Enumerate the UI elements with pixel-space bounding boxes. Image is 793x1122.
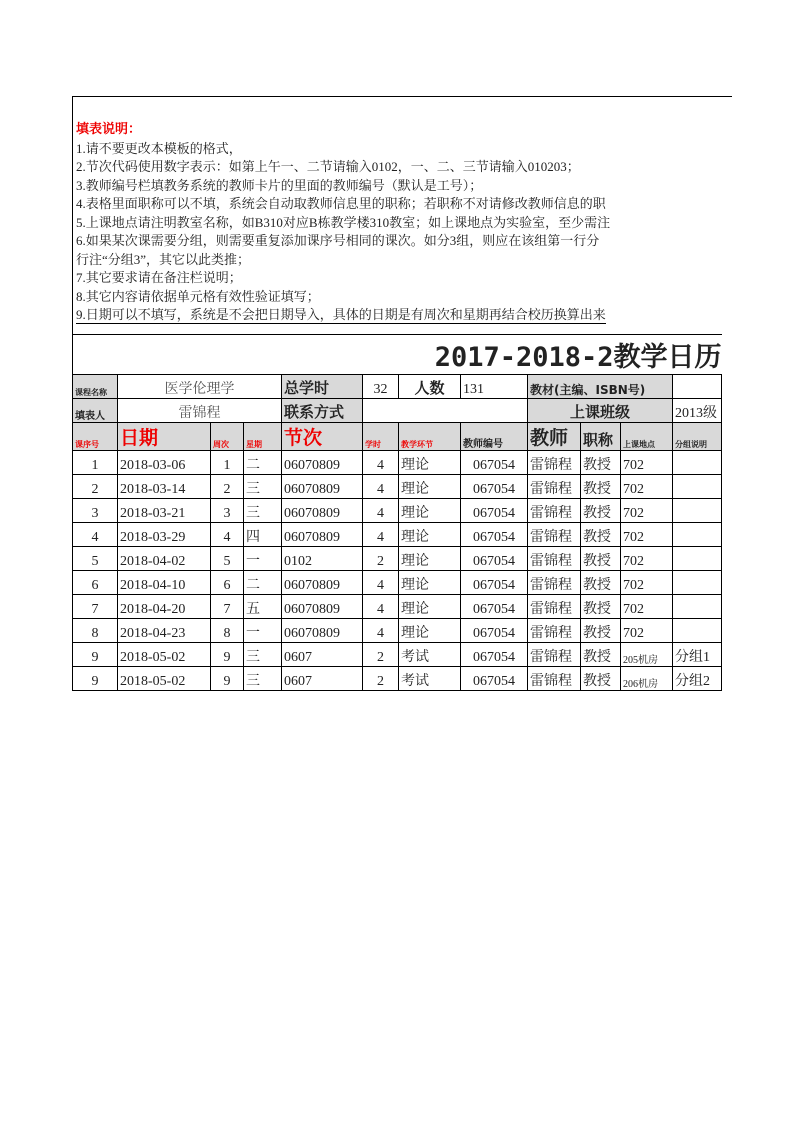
table-cell[interactable]: 06070809 <box>282 595 363 619</box>
course-name-cell[interactable]: 医学伦理学 <box>118 375 282 399</box>
table-row <box>73 643 722 667</box>
table-cell[interactable]: 2018-04-20 <box>118 595 211 619</box>
table-cell[interactable]: 理论 <box>399 475 461 499</box>
table-cell[interactable]: 考试 <box>399 667 461 691</box>
column-header: 职称 <box>581 423 621 451</box>
instructions-title: 填表说明： <box>76 122 142 137</box>
table-cell[interactable]: 067054 <box>461 595 528 619</box>
filler-cell[interactable]: 雷锦程 <box>118 399 282 423</box>
table-cell[interactable]: 067054 <box>461 571 528 595</box>
table-cell[interactable]: 雷锦程 <box>528 547 581 571</box>
course-label: 课程名称 <box>73 375 118 399</box>
table-cell[interactable]: 理论 <box>399 595 461 619</box>
table-cell[interactable]: 702 <box>621 523 673 547</box>
table-cell[interactable]: 2018-03-29 <box>118 523 211 547</box>
table-cell[interactable]: 0607 <box>282 643 363 667</box>
instruction-line: 9.日期可以不填写，系统是不会把日期导入，具体的日期是有周次和星期再结合校历换算出来 <box>76 307 606 322</box>
table-cell[interactable] <box>673 523 722 547</box>
table-cell[interactable]: 4 <box>363 619 399 643</box>
table-row <box>73 547 722 571</box>
table-cell[interactable]: 067054 <box>461 451 528 475</box>
table-row <box>73 619 722 643</box>
table-cell[interactable]: 067054 <box>461 619 528 643</box>
table-row <box>73 523 722 547</box>
table-cell[interactable]: 理论 <box>399 499 461 523</box>
table-cell[interactable]: 教授 <box>581 547 621 571</box>
table-cell[interactable]: 雷锦程 <box>528 619 581 643</box>
column-header: 周次 <box>211 423 244 451</box>
table-cell[interactable]: 2 <box>363 667 399 691</box>
table-cell[interactable]: 教授 <box>581 523 621 547</box>
table-cell[interactable]: 067054 <box>461 667 528 691</box>
table-cell[interactable]: 06070809 <box>282 523 363 547</box>
table-cell[interactable]: 06070809 <box>282 499 363 523</box>
table-cell[interactable]: 二 <box>244 451 282 475</box>
table-cell[interactable]: 702 <box>621 451 673 475</box>
column-header: 教师 <box>528 423 581 451</box>
table-cell[interactable]: 067054 <box>461 523 528 547</box>
table-cell[interactable]: 06070809 <box>282 451 363 475</box>
table-row <box>73 475 722 499</box>
table-cell[interactable]: 理论 <box>399 523 461 547</box>
column-header: 分组说明 <box>673 423 722 451</box>
table-cell[interactable]: 9 <box>73 643 118 667</box>
column-header: 节次 <box>282 423 363 451</box>
table-cell[interactable]: 702 <box>621 571 673 595</box>
table-cell[interactable]: 4 <box>73 523 118 547</box>
table-cell[interactable]: 雷锦程 <box>528 595 581 619</box>
table-cell[interactable]: 4 <box>363 499 399 523</box>
instruction-line: 7.其它要求请在备注栏说明； <box>76 270 242 285</box>
table-cell[interactable]: 5 <box>73 547 118 571</box>
class-label: 上课班级 <box>528 399 673 423</box>
table-row <box>73 499 722 523</box>
table-cell[interactable]: 教授 <box>581 619 621 643</box>
table-cell[interactable]: 二 <box>244 571 282 595</box>
instruction-line: 1.请不要更改本模板的格式， <box>76 140 242 156</box>
instruction-line: 6.如果某次课需要分组，则需要重复添加课序号相同的课次。如分3组，则应在该组第一行分 <box>76 233 600 248</box>
table-cell[interactable]: 2018-05-02 <box>118 643 211 667</box>
table-cell[interactable]: 教授 <box>581 475 621 499</box>
count-cell[interactable]: 131 <box>461 375 528 399</box>
table-cell[interactable]: 206机房 <box>621 667 673 691</box>
contact-cell[interactable] <box>363 399 528 423</box>
table-cell[interactable] <box>673 451 722 475</box>
table-cell[interactable]: 702 <box>621 595 673 619</box>
column-header: 教师编号 <box>461 423 528 451</box>
table-cell[interactable]: 雷锦程 <box>528 667 581 691</box>
table-cell[interactable]: 3 <box>211 499 244 523</box>
instruction-line: 8.其它内容请依据单元格有效性验证填写； <box>76 288 320 304</box>
table-cell[interactable]: 四 <box>244 523 282 547</box>
table-cell[interactable] <box>673 499 722 523</box>
table-cell[interactable]: 五 <box>244 595 282 619</box>
table-cell[interactable]: 2 <box>363 547 399 571</box>
table-cell[interactable]: 2 <box>73 475 118 499</box>
table-cell[interactable]: 理论 <box>399 619 461 643</box>
table-cell[interactable]: 分组2 <box>673 667 722 691</box>
table-cell[interactable]: 2018-03-14 <box>118 475 211 499</box>
table-cell[interactable]: 教授 <box>581 571 621 595</box>
table-cell[interactable]: 三 <box>244 667 282 691</box>
instruction-line: 2.节次代码使用数字表示：如第上午一、二节请输入0102，一、二、三节请输入010203； <box>76 159 580 174</box>
table-row <box>73 451 722 475</box>
table-cell[interactable]: 2018-04-02 <box>118 547 211 571</box>
table-cell[interactable]: 4 <box>363 451 399 475</box>
table-cell[interactable]: 三 <box>244 643 282 667</box>
filler-label: 填表人 <box>73 399 118 423</box>
column-header: 上课地点 <box>621 423 673 451</box>
table-cell[interactable]: 067054 <box>461 643 528 667</box>
column-header: 学时 <box>363 423 399 451</box>
column-header: 课序号 <box>73 423 118 451</box>
table-cell[interactable]: 2 <box>211 475 244 499</box>
table-cell[interactable]: 5 <box>211 547 244 571</box>
table-cell[interactable]: 4 <box>363 571 399 595</box>
instructions-box <box>72 96 732 334</box>
table-cell[interactable]: 理论 <box>399 451 461 475</box>
table-cell[interactable]: 067054 <box>461 499 528 523</box>
table-cell[interactable]: 理论 <box>399 547 461 571</box>
table-cell[interactable]: 教授 <box>581 643 621 667</box>
table-cell[interactable]: 0607 <box>282 667 363 691</box>
column-header: 教学环节 <box>399 423 461 451</box>
table-cell[interactable]: 2018-05-02 <box>118 667 211 691</box>
table-cell[interactable]: 一 <box>244 619 282 643</box>
hours-cell[interactable]: 32 <box>363 375 399 399</box>
column-header: 星期 <box>244 423 282 451</box>
table-cell[interactable]: 三 <box>244 499 282 523</box>
table-row <box>73 595 722 619</box>
table-cell[interactable]: 1 <box>211 451 244 475</box>
table-cell[interactable]: 067054 <box>461 475 528 499</box>
table-cell[interactable]: 6 <box>73 571 118 595</box>
table-cell[interactable]: 7 <box>211 595 244 619</box>
table-cell[interactable]: 雷锦程 <box>528 643 581 667</box>
table-cell[interactable]: 1 <box>73 451 118 475</box>
table-cell[interactable]: 6 <box>211 571 244 595</box>
table-cell[interactable]: 雷锦程 <box>528 523 581 547</box>
table-cell[interactable]: 9 <box>211 667 244 691</box>
table-cell[interactable] <box>673 547 722 571</box>
table-cell[interactable]: 702 <box>621 499 673 523</box>
table-cell[interactable]: 702 <box>621 475 673 499</box>
table-row <box>73 667 722 691</box>
table-cell[interactable]: 8 <box>73 619 118 643</box>
textbook-cell[interactable] <box>673 375 722 399</box>
spreadsheet <box>72 96 732 691</box>
table-cell[interactable]: 雷锦程 <box>528 571 581 595</box>
table-cell[interactable] <box>673 619 722 643</box>
table-cell[interactable]: 4 <box>211 523 244 547</box>
instruction-line: 3.教师编号栏填教务系统的教师卡片的里面的教师编号（默认是工号）； <box>76 177 483 193</box>
table-row <box>73 571 722 595</box>
table-cell[interactable]: 9 <box>73 667 118 691</box>
table-cell[interactable]: 702 <box>621 619 673 643</box>
hours-label: 总学时 <box>282 375 363 399</box>
table-cell[interactable]: 考试 <box>399 643 461 667</box>
table-cell[interactable]: 2018-04-23 <box>118 619 211 643</box>
table-cell[interactable] <box>673 571 722 595</box>
table-cell[interactable]: 2018-04-10 <box>118 571 211 595</box>
table-cell[interactable]: 雷锦程 <box>528 499 581 523</box>
table-cell[interactable]: 702 <box>621 547 673 571</box>
table-cell[interactable]: 9 <box>211 643 244 667</box>
table-cell[interactable]: 7 <box>73 595 118 619</box>
table-cell[interactable]: 2018-03-21 <box>118 499 211 523</box>
table-cell[interactable]: 205机房 <box>621 643 673 667</box>
table-cell[interactable]: 0102 <box>282 547 363 571</box>
table-cell[interactable] <box>673 475 722 499</box>
textbook-label: 教材(主编、ISBN号) <box>528 375 673 399</box>
table-cell[interactable]: 06070809 <box>282 619 363 643</box>
table-cell[interactable]: 教授 <box>581 451 621 475</box>
class-cell[interactable]: 2013级 <box>673 399 722 423</box>
table-cell[interactable]: 分组1 <box>673 643 722 667</box>
table-cell[interactable]: 三 <box>244 475 282 499</box>
table-cell[interactable]: 2 <box>363 643 399 667</box>
table-cell[interactable]: 4 <box>363 475 399 499</box>
table-cell[interactable]: 教授 <box>581 595 621 619</box>
table-cell[interactable]: 一 <box>244 547 282 571</box>
table-cell[interactable]: 06070809 <box>282 571 363 595</box>
table-cell[interactable]: 教授 <box>581 667 621 691</box>
calendar-title: 2017-2018-2教学日历 <box>73 335 722 375</box>
contact-label: 联系方式 <box>282 399 363 423</box>
instruction-line: 行注“分组3”，其它以此类推； <box>76 251 251 267</box>
table-cell[interactable]: 2018-03-06 <box>118 451 211 475</box>
table-cell[interactable]: 雷锦程 <box>528 451 581 475</box>
instruction-line: 5.上课地点请注明教室名称，如B310对应B栋教学楼310教室；如上课地点为实验室，至少需注 <box>76 214 611 230</box>
calendar-table <box>72 334 722 691</box>
table-cell[interactable]: 教授 <box>581 499 621 523</box>
table-cell[interactable]: 4 <box>363 523 399 547</box>
column-header: 日期 <box>118 423 211 451</box>
table-cell[interactable]: 4 <box>363 595 399 619</box>
table-cell[interactable]: 8 <box>211 619 244 643</box>
table-cell[interactable]: 理论 <box>399 571 461 595</box>
instruction-line: 4.表格里面职称可以不填，系统会自动取教师信息里的职称；若职称不对请修改教师信息的职 <box>76 196 606 211</box>
table-cell[interactable] <box>673 595 722 619</box>
table-cell[interactable]: 3 <box>73 499 118 523</box>
table-cell[interactable]: 雷锦程 <box>528 475 581 499</box>
table-cell[interactable]: 06070809 <box>282 475 363 499</box>
count-label: 人数 <box>399 375 461 399</box>
table-cell[interactable]: 067054 <box>461 547 528 571</box>
